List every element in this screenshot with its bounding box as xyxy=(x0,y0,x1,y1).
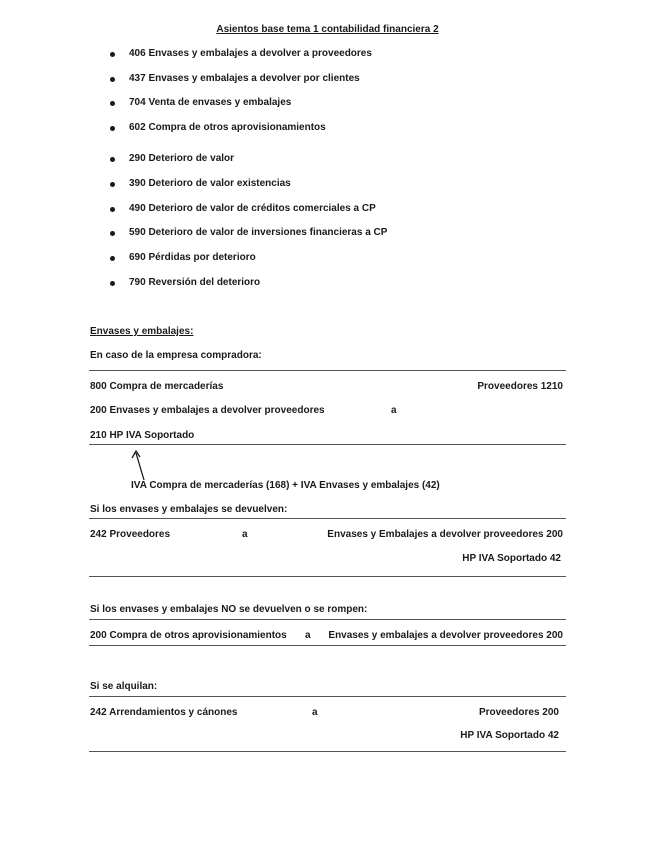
separator-a: a xyxy=(391,405,397,416)
buyer-credit-line: Proveedores 1210 xyxy=(477,381,563,392)
document-page: Asientos base tema 1 contabilidad financiera 2 406 Envases y embalajes a devolver a proveedores 437 Envases y embalajes a devolver por clientes 704 Venta de envases y embalajes 602 Compra de otros aprovisionamientos 290 Deterioro de valor 390 Deterioro de valor existencias 490 Deterioro de valor de créditos comerciales a CP 590 Deterioro de valor de inversiones financieras a CP 690 Pérdidas por deterioro 790 Reversión del deterioro Envases y embalajes: En caso de la empresa compradora: 800 Compra de mercaderías Proveedores 1210 200 Envases y embalajes a devolver proveedores a 210 HP IVA Soportado IVA Compra de mercaderías (168) + IVA Envases y embalajes (42) Si los envases y embalajes se devuelven: 242 Proveedores a Envases y Embalajes a devolver proveedores 200 HP IVA Soportado 42 Si los envases y embalajes NO se devuelven o se rompen: 200 Compra de otros aprovisionamientos a Envases y embalajes a devolver proveedores 200 Si se alquilan: 242 Arrendamientos y cánones a Proveedores 200 HP IVA Soportado 42 xyxy=(0,0,655,848)
buyer-debit-line: 210 HP IVA Soportado xyxy=(90,430,195,441)
separator-a: a xyxy=(305,630,311,641)
not-returned-case-heading: Si los envases y embalajes NO se devuelven o se rompen: xyxy=(90,604,368,615)
bullet-icon xyxy=(110,281,115,286)
divider xyxy=(89,696,566,697)
rented-debit-line: 242 Arrendamientos y cánones xyxy=(90,707,238,718)
rented-credit-line: Proveedores 200 xyxy=(478,707,559,718)
not-returned-credit-line: Envases y embalajes a devolver proveedores 200 xyxy=(328,630,563,641)
divider xyxy=(89,619,566,620)
divider xyxy=(89,444,566,445)
bullet-icon xyxy=(110,256,115,261)
bullet-icon xyxy=(110,207,115,212)
bullet-icon xyxy=(110,182,115,187)
divider xyxy=(89,518,566,519)
returned-debit-line: 242 Proveedores xyxy=(90,529,171,540)
document-title: Asientos base tema 1 contabilidad financiera 2 xyxy=(216,24,439,35)
returned-case-heading: Si los envases y embalajes se devuelven: xyxy=(90,504,288,515)
separator-a: a xyxy=(312,707,318,718)
arrow-up-icon xyxy=(130,448,150,482)
returned-credit-line: HP IVA Soportado 42 xyxy=(462,553,561,564)
buyer-case-heading: En caso de la empresa compradora: xyxy=(90,350,262,361)
separator-a: a xyxy=(242,529,248,540)
buyer-debit-line: 800 Compra de mercaderías xyxy=(90,381,224,392)
rented-case-heading: Si se alquilan: xyxy=(90,681,158,692)
bullet-icon xyxy=(110,126,115,131)
returned-credit-line: Envases y Embalajes a devolver proveedores 200 xyxy=(327,529,563,540)
bullet-icon xyxy=(110,52,115,57)
vat-note: IVA Compra de mercaderías (168) + IVA Envases y embalajes (42) xyxy=(131,480,440,491)
divider xyxy=(89,751,566,752)
bullet-icon xyxy=(110,231,115,236)
divider xyxy=(89,645,566,646)
bullet-icon xyxy=(110,77,115,82)
not-returned-debit-line: 200 Compra de otros aprovisionamientos xyxy=(90,630,287,641)
rented-credit-line: HP IVA Soportado 42 xyxy=(460,730,559,741)
bullet-icon xyxy=(110,101,115,106)
section-heading: Envases y embalajes: xyxy=(90,326,194,337)
divider xyxy=(89,576,566,577)
bullet-icon xyxy=(110,157,115,162)
divider xyxy=(89,370,566,371)
buyer-debit-line: 200 Envases y embalajes a devolver proveedores xyxy=(90,405,325,416)
